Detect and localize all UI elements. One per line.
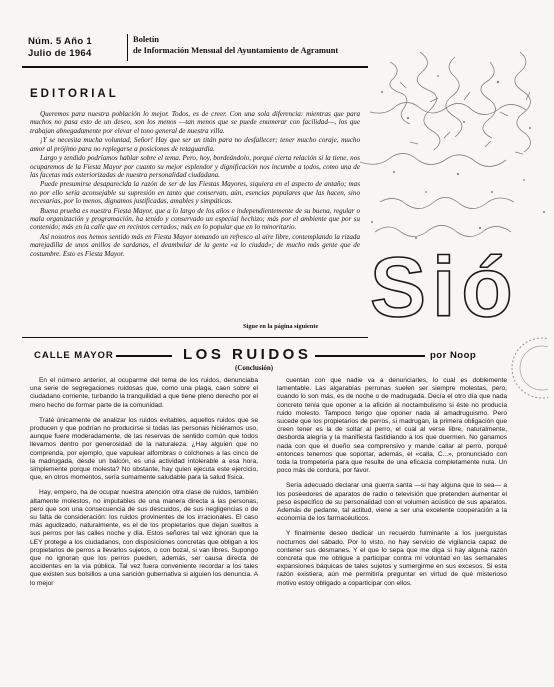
issue-date: Julio de 1964 xyxy=(28,48,92,59)
title-rule-left xyxy=(116,355,172,357)
article-paragraph: cuentan con que nadie va a denunciarles, lo cual es doblemente lamentable. Las algarabías perrunas suelen ser siempre molestas, pero, cuando lo son más, es de noche o de madrugada. Decía el otro día que nada concreto tenía que oponer a la afición al noctambulismo si éste no producía ruido molesto. Tampoco tengo que oponer nada al amadruguismo. Pero sucede que los propietarios de perros, si madrugan, la primera obligación que creen tener es la de soltar al perro, el cual al verse libre, naturalmente, desborda alegría y la manifiesta fastidiando a los que duermen. No ganamos nada con que el dueño sea comprensivo y mande callar al perro, porqué entonces tenemos que soportar, además, el «calla, C...», pronunciado con toda la trompetería para que resulte de una eficacia completamente nula. Un poco más de cordura, por favor. xyxy=(277,377,507,475)
section-divider xyxy=(22,337,368,338)
editorial-paragraph: ¡Y se necesita mucha voluntad, Señor! Hay que ser un titán para no desfallecer; tener mucho coraje, mucho amor al prójimo para no replegarse a posiciones de retaguardia. xyxy=(30,136,360,153)
issue-number: Núm. 5 Año 1 xyxy=(28,36,92,47)
article-subtitle: (Conclusión) xyxy=(235,364,274,372)
masthead-title xyxy=(133,34,353,56)
masthead-title-line2: de Información Mensual del Ayuntamiento de Agramunt xyxy=(133,45,339,55)
continued-note: Sigue en la página siguiente xyxy=(243,323,319,330)
crosshatch-pattern xyxy=(360,52,531,237)
title-rule-right xyxy=(315,355,425,357)
issue-info xyxy=(28,36,124,60)
top-rule xyxy=(22,66,368,68)
article-column-left xyxy=(30,377,258,589)
article-paragraph: Y finalmente deseo dedicar un recuerdo fulminante a los juerguistas nocturnos del sábado. Por lo visto, no hay servicio de vigilancia capaz de contener sus desmanes. Y el que lo sepa que me diga si hay alguna razón concreta que me obligue a participar contra mi voluntad en las semanales expansiones báquicas de tales sujetos y sumergirme en sus excesos. Si esta razón existiera, aún me permitiría preguntar en virtud de qué misterioso motivo estoy obligado a coparticipar con ellos. xyxy=(277,530,507,587)
column-label: CALLE MAYOR xyxy=(34,350,114,361)
article-paragraph: Hay, empero, ha de ocupar nuestra atención otra clase de ruidos, también altamente molestos, no imputables de una manera directa a las personas, pero que son una consecuencia de sus descuidos, de sus negligencias o de su falta de consideración: los ruidos provinentes de los irracionales. El caso más agudizado, naturalmente, es el de los propietarios que dejan sueltos a sus perros por las calles noche y día. Estos señores tal vez ignoran que la LEY protege a los ciudadanos, con disposiciones concretas que obligan a los propietarios de perros a llevarlos sujetos, o con bozal, si van libres. Supongo que no ignoran que los perros pueden, además, ser causa directa de accidentes en la vía pública. Tal vez fuera conveniente recordar a los tales que existen sus bolsillos a una sanción gubernativa si alguien los denuncia. A lo mejor xyxy=(30,489,258,587)
editorial-text xyxy=(30,110,360,259)
speckle-dots xyxy=(371,75,545,239)
editorial-paragraph: Puede presumirse desaparecida la razón de ser de las Fiestas Mayores, siquiera en el aspecto de antaño; mas no por ello sería aconsejable su supresión en tanto que conservan, aún, esencias populares que las hacen, sino necesarias, por lo menos, dignamos justificadas, amables y simpáticas. xyxy=(30,180,360,206)
editorial-paragraph: Queremos para nuestra población lo mejor. Todos, es de creer. Con una sola diferencia: mientras que para muchos no pasa esto de un deseo, son los menos —tan menos que se puede enumerar con facilidad—, los que trabajan abnegadamente por elevar el tono general de nuestra villa. xyxy=(30,110,360,135)
editorial-paragraph: Así nosotros nos hemos sentido más en Fiesta Mayor tomando un refresco al aire libre, contemplando la rizada marejadilla de unos anillos de sardanas, el deambular de la gente «a lo ciudad»; de mucho más gente que de costumbre. Esto es Fiesta Mayor. xyxy=(30,232,360,258)
article-title: LOS RUIDOS xyxy=(183,346,312,363)
editorial-paragraph: Largo y tendido podríamos hablar sobre el tema. Pero, hoy, bordeándolo, porqué cierta relación sí la tiene, nos ocuparemos de la Fiesta Mayor por cuanto su mejor esplendor y dignificación nos incumbe a todos, como una de las facetas más exteriorizadas de nuestra personalidad ciudadana. xyxy=(30,154,360,179)
masthead-title-line1: Boletín xyxy=(133,34,159,44)
article-byline: por Noop xyxy=(430,350,477,361)
rubber-stamp xyxy=(508,328,548,408)
article-column-right xyxy=(277,377,507,589)
article-paragraph: Traté únicamente de analizar los ruidos evitables, aquellos ruidos que se producen y que podrían no producirse si todas las personas hiciéramos uso, aunque fuere moderadamente, de las reservas de sentido común que todos llevamos dentro por generosidad de la naturaleza. ¿Hay alguien que no comprenda, por ejemplo, que vapulear alfombras o colchones a las cinco de la madrugada, desde un balcón, es una actividad intolerable a esa hora, simplemente porque molesta? No obstante, hay quien ejecuta este ejercicio, que, en otros momentos, sería sumamente saludable para la salud física. xyxy=(30,416,258,482)
masthead-divider xyxy=(127,34,128,61)
article-paragraph: En el número anterior, al ocuparme del tema de los ruidos, denunciaba una serie de segregaciones ruidosas que, como una plaga, caen sobre el ciudadano corriente, turbando la tranquilidad a que tiene pleno derecho por el mero hecho de formar parte de la comunidad. xyxy=(30,377,258,409)
article-paragraph: Sería adecuado declarar una guerra santa —si hay alguna que lo sea— a los poseedores de aparatos de radio o televisión que pretenden aumentar el peso específico de su personalidad con el volumen acústico de sus aparatos. Además de pedante, tal actitud, viene a ser una excelente cooperación a la economía de los farmacéuticos. xyxy=(277,482,507,523)
sio-lettering-art xyxy=(364,246,549,326)
editorial-paragraph: Buena prueba es nuestra Fiesta Mayor, que a lo largo de los años e independientemente de su buena, regular o mala organización y programación, ha tenido y conservado un especial hechizo; más por el ambiente que por su contenido; más en la calle que en recintos cerrados; más en lo popular que en lo minoritario. xyxy=(30,206,360,232)
sio-lettering: Sió xyxy=(370,246,519,326)
editorial-heading: EDITORIAL xyxy=(30,88,119,100)
